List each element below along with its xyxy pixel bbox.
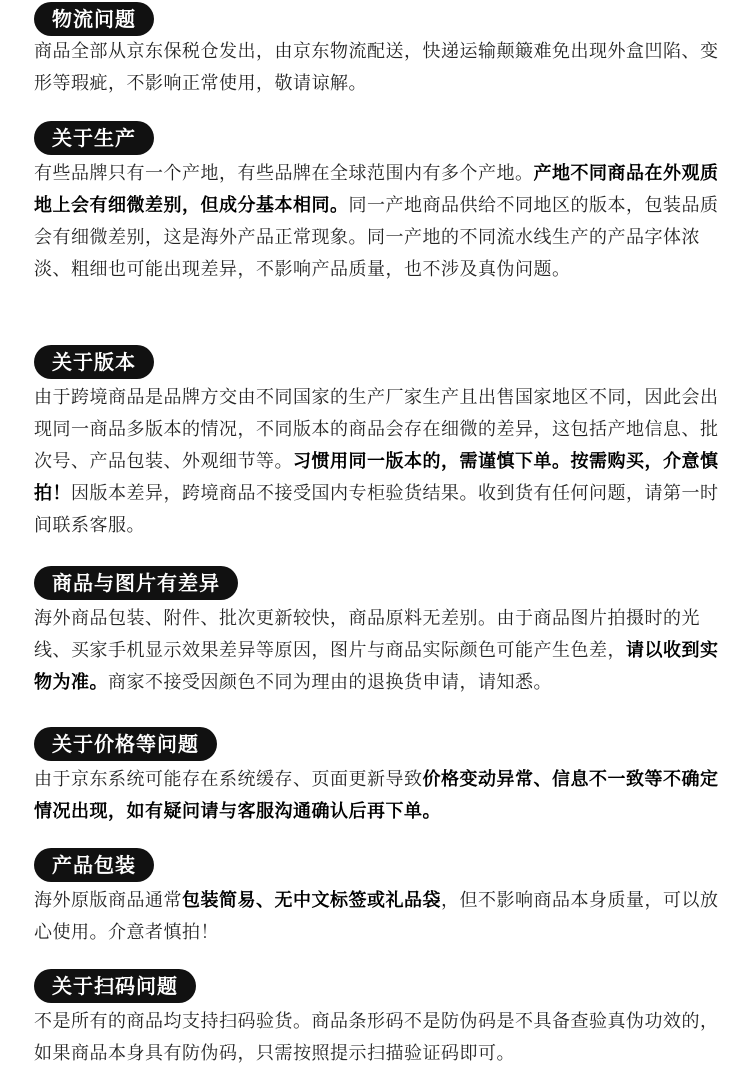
section-title-badge <box>34 121 154 155</box>
section-title: 商品与图片有差异 <box>52 571 220 595</box>
text-segment-bold: 习惯用同一版本的，需谨慎下单。按需购买，介意慎拍！ <box>34 451 719 504</box>
section-title-badge <box>34 345 154 379</box>
section-title-badge <box>34 566 238 600</box>
section-title-badge <box>34 2 154 36</box>
text-segment: 由于跨境商品是品牌方交由不同国家的生产厂家生产且出售国家地区不同，因此会出现同一商品多版本的情况，不同版本的商品会存在细微的差异，这包括产地信息、批次号、产品包装、外观细节等。 <box>34 387 719 472</box>
section-title-badge <box>34 848 154 882</box>
section-body <box>34 36 720 100</box>
text-segment: 有些品牌只有一个产地，有些品牌在全球范围内有多个产地。 <box>34 163 534 184</box>
section-body <box>34 382 720 542</box>
section-body <box>34 158 720 286</box>
section-title: 产品包装 <box>52 853 136 877</box>
text-segment: 由于京东系统可能存在系统缓存、页面更新导致 <box>34 769 423 790</box>
section-body <box>34 764 720 828</box>
text-segment: 同一产地商品供给不同地区的版本，包装品质会有细微差别，这是海外产品正常现象。同一产地的不同流水线生产的产品字体浓淡、粗细也可能出现差异，不影响产品质量，也不涉及真伪问题。 <box>34 195 719 280</box>
text-segment-bold: 包装简易、无中文标签或礼品袋 <box>182 890 441 911</box>
text-segment-bold: 价格变动异常、信息不一致等不确定情况出现，如有疑问请与客服沟通确认后再下单。 <box>34 769 719 822</box>
section-title: 关于价格等问题 <box>52 732 199 756</box>
text-segment-bold: 请以收到实物为准。 <box>34 640 719 693</box>
text-segment: 海外原版商品通常 <box>34 890 182 911</box>
text-segment-bold: 产地不同商品在外观质地上会有细微差别，但成分基本相同。 <box>34 163 719 216</box>
section-body <box>34 885 720 949</box>
text-segment: 因版本差异，跨境商品不接受国内专柜验货结果。收到货有任何问题，请第一时间联系客服。 <box>34 483 719 536</box>
section-title: 关于版本 <box>52 350 136 374</box>
section-title: 关于扫码问题 <box>52 974 178 998</box>
section-title-badge <box>34 727 217 761</box>
text-segment: ，但不影响商品本身质量，可以放心使用。介意者慎拍！ <box>34 890 719 943</box>
section-title: 关于生产 <box>52 126 136 150</box>
text-segment: 商品全部从京东保税仓发出，由京东物流配送，快递运输颠簸难免出现外盒凹陷、变形等瑕疵，不影响正常使用，敬请谅解。 <box>34 41 719 94</box>
section-body <box>34 603 720 699</box>
text-segment: 不是所有的商品均支持扫码验货。商品条形码不是防伪码是不具备查验真伪功效的，如果商品本身具有防伪码，只需按照提示扫描验证码即可。 <box>34 1011 719 1064</box>
section-title: 物流问题 <box>52 7 136 31</box>
section-title-badge <box>34 969 196 1003</box>
text-segment: 海外商品包装、附件、批次更新较快，商品原料无差别。由于商品图片拍摄时的光线、买家手机显示效果差异等原因，图片与商品实际颜色可能产生色差， <box>34 608 700 661</box>
text-segment: 商家不接受因颜色不同为理由的退换货申请，请知悉。 <box>108 672 552 693</box>
section-body <box>34 1006 720 1070</box>
